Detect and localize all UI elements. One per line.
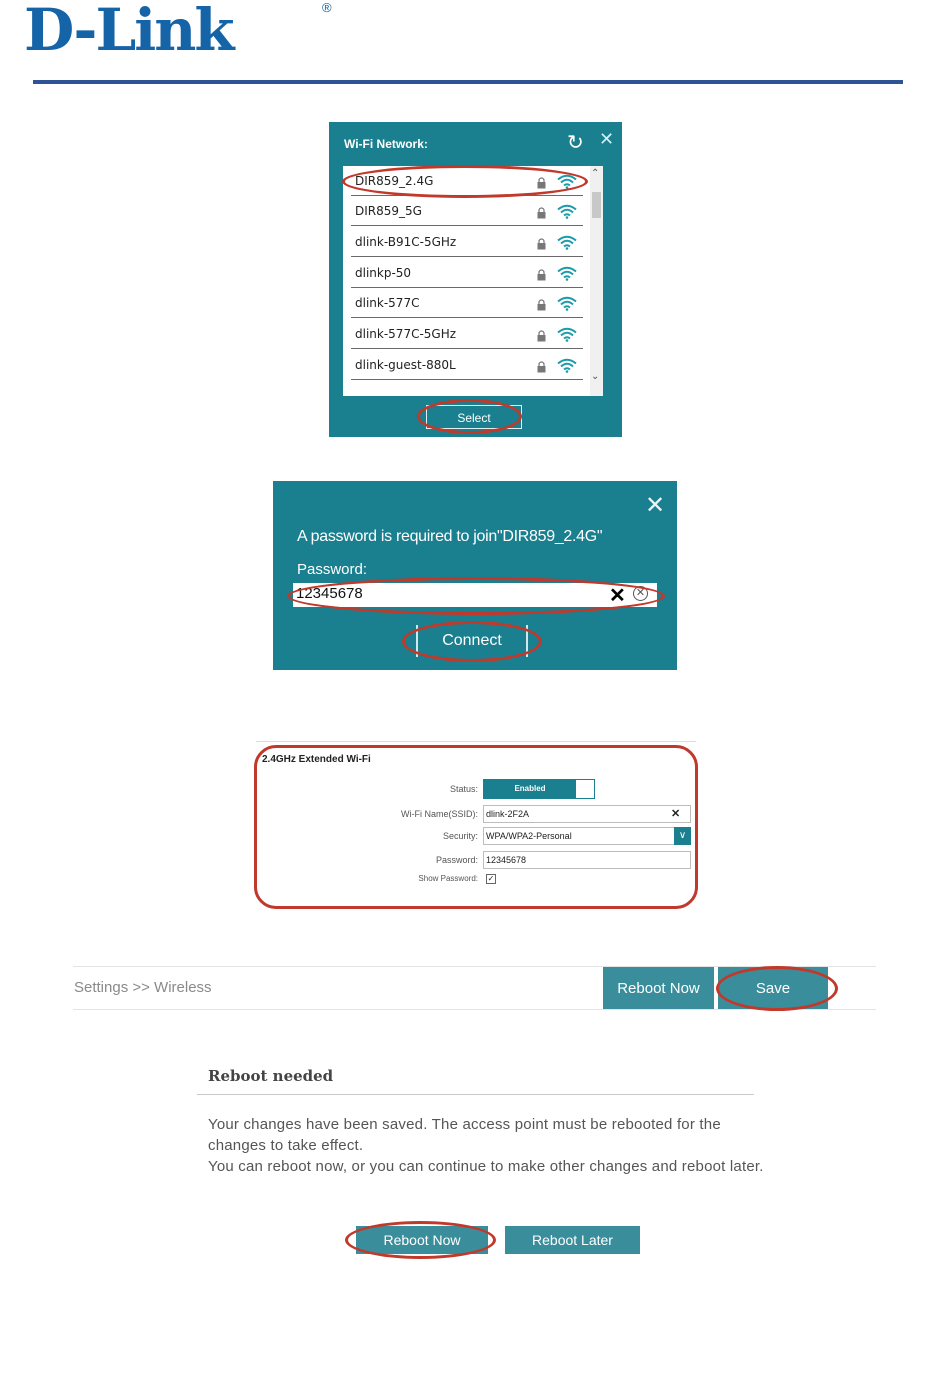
wifi-signal-icon: [557, 327, 577, 342]
chevron-up-icon[interactable]: ⌃: [591, 168, 600, 179]
password-value: 12345678: [296, 585, 363, 602]
lock-icon: [537, 238, 546, 250]
save-button[interactable]: Save: [718, 967, 828, 1010]
network-list[interactable]: [343, 166, 603, 396]
lock-icon: [537, 299, 546, 311]
network-name: dlink-B91C-5GHz: [355, 235, 457, 249]
lock-icon: [537, 330, 546, 342]
network-item[interactable]: [351, 288, 583, 318]
show-password-label: Show Password:: [418, 874, 478, 883]
network-name: DIR859_5G: [355, 204, 422, 218]
ssid-label: Wi-Fi Name(SSID):: [401, 809, 478, 819]
wifi-signal-icon: [557, 266, 577, 281]
clear-icon[interactable]: ✕: [671, 808, 681, 820]
dialog-title: Wi-Fi Network:: [344, 137, 428, 151]
network-item[interactable]: [351, 196, 583, 226]
security-value: WPA/WPA2-Personal: [486, 831, 572, 841]
password-input[interactable]: [483, 851, 691, 869]
connect-button[interactable]: Connect: [416, 625, 528, 657]
scrollbar-thumb[interactable]: [592, 192, 601, 218]
network-item[interactable]: [351, 350, 583, 380]
breadcrumb: Settings >> Wireless: [74, 979, 212, 996]
panel-border: [256, 741, 696, 742]
network-item[interactable]: [351, 166, 583, 196]
wifi-signal-icon: [557, 296, 577, 311]
network-name: DIR859_2.4G: [355, 174, 434, 188]
section-title: 2.4GHz Extended Wi-Fi: [262, 754, 371, 765]
status-label: Status:: [449, 784, 478, 794]
lock-icon: [537, 269, 546, 281]
wifi-network-dialog: [329, 122, 622, 437]
refresh-icon[interactable]: ↻: [567, 132, 584, 154]
ssid-input[interactable]: [483, 805, 691, 823]
header-divider: [33, 80, 903, 84]
join-message: A password is required to join"DIR859_2.4G": [297, 528, 603, 545]
close-icon[interactable]: ✕: [645, 492, 666, 519]
password-field[interactable]: [293, 583, 657, 607]
divider: [73, 1009, 876, 1010]
status-toggle[interactable]: [483, 779, 595, 799]
clear-circle-icon[interactable]: ✕: [633, 586, 648, 601]
password-label: Password:: [297, 561, 368, 578]
divider: [197, 1094, 754, 1095]
list-scrollbar[interactable]: [590, 166, 603, 396]
reboot-later-button[interactable]: Reboot Later: [505, 1226, 640, 1254]
wifi-signal-icon: [557, 174, 577, 189]
ssid-value: dlink-2F2A: [486, 809, 530, 819]
close-icon[interactable]: ✕: [599, 129, 615, 149]
security-label: Security:: [442, 831, 478, 841]
security-select[interactable]: [483, 827, 691, 845]
clear-icon[interactable]: ✕: [609, 585, 626, 607]
lock-icon: [537, 177, 546, 189]
lock-icon: [537, 361, 546, 373]
dlink-logo: D-Link: [24, 0, 233, 64]
password-value: 12345678: [486, 855, 527, 865]
network-name: dlink-577C-5GHz: [355, 327, 457, 341]
wifi-signal-icon: [557, 204, 577, 219]
network-name: dlinkp-50: [355, 266, 412, 280]
network-item[interactable]: [351, 227, 583, 257]
network-name: dlink-577C: [355, 296, 420, 310]
extended-wifi-panel: [256, 741, 696, 909]
lock-icon: [537, 207, 546, 219]
toggle-enabled: Enabled: [484, 780, 576, 798]
wifi-signal-icon: [557, 358, 577, 373]
chevron-down-icon[interactable]: ⌄: [591, 371, 600, 382]
password-dialog: [273, 481, 677, 670]
select-button[interactable]: Select: [426, 405, 522, 429]
reboot-now-button[interactable]: Reboot Now: [603, 967, 714, 1010]
wifi-signal-icon: [557, 235, 577, 250]
network-item[interactable]: [351, 319, 583, 349]
registered-mark: ®: [322, 0, 332, 15]
message-line: Your changes have been saved. The access point must be rebooted for the changes to take effect.: [208, 1116, 721, 1154]
network-name: dlink-guest-880L: [355, 358, 456, 372]
settings-bar: [73, 960, 876, 1012]
show-password-checkbox[interactable]: ✓: [487, 874, 495, 883]
reboot-title: Reboot needed: [208, 1067, 334, 1085]
password-label: Password:: [435, 855, 478, 865]
network-item[interactable]: [351, 258, 583, 288]
reboot-now-button[interactable]: Reboot Now: [356, 1226, 488, 1254]
reboot-message: [208, 1114, 768, 1177]
message-line: You can reboot now, or you can continue to make other changes and reboot later.: [208, 1158, 764, 1175]
chevron-down-icon[interactable]: ∨: [674, 827, 691, 845]
